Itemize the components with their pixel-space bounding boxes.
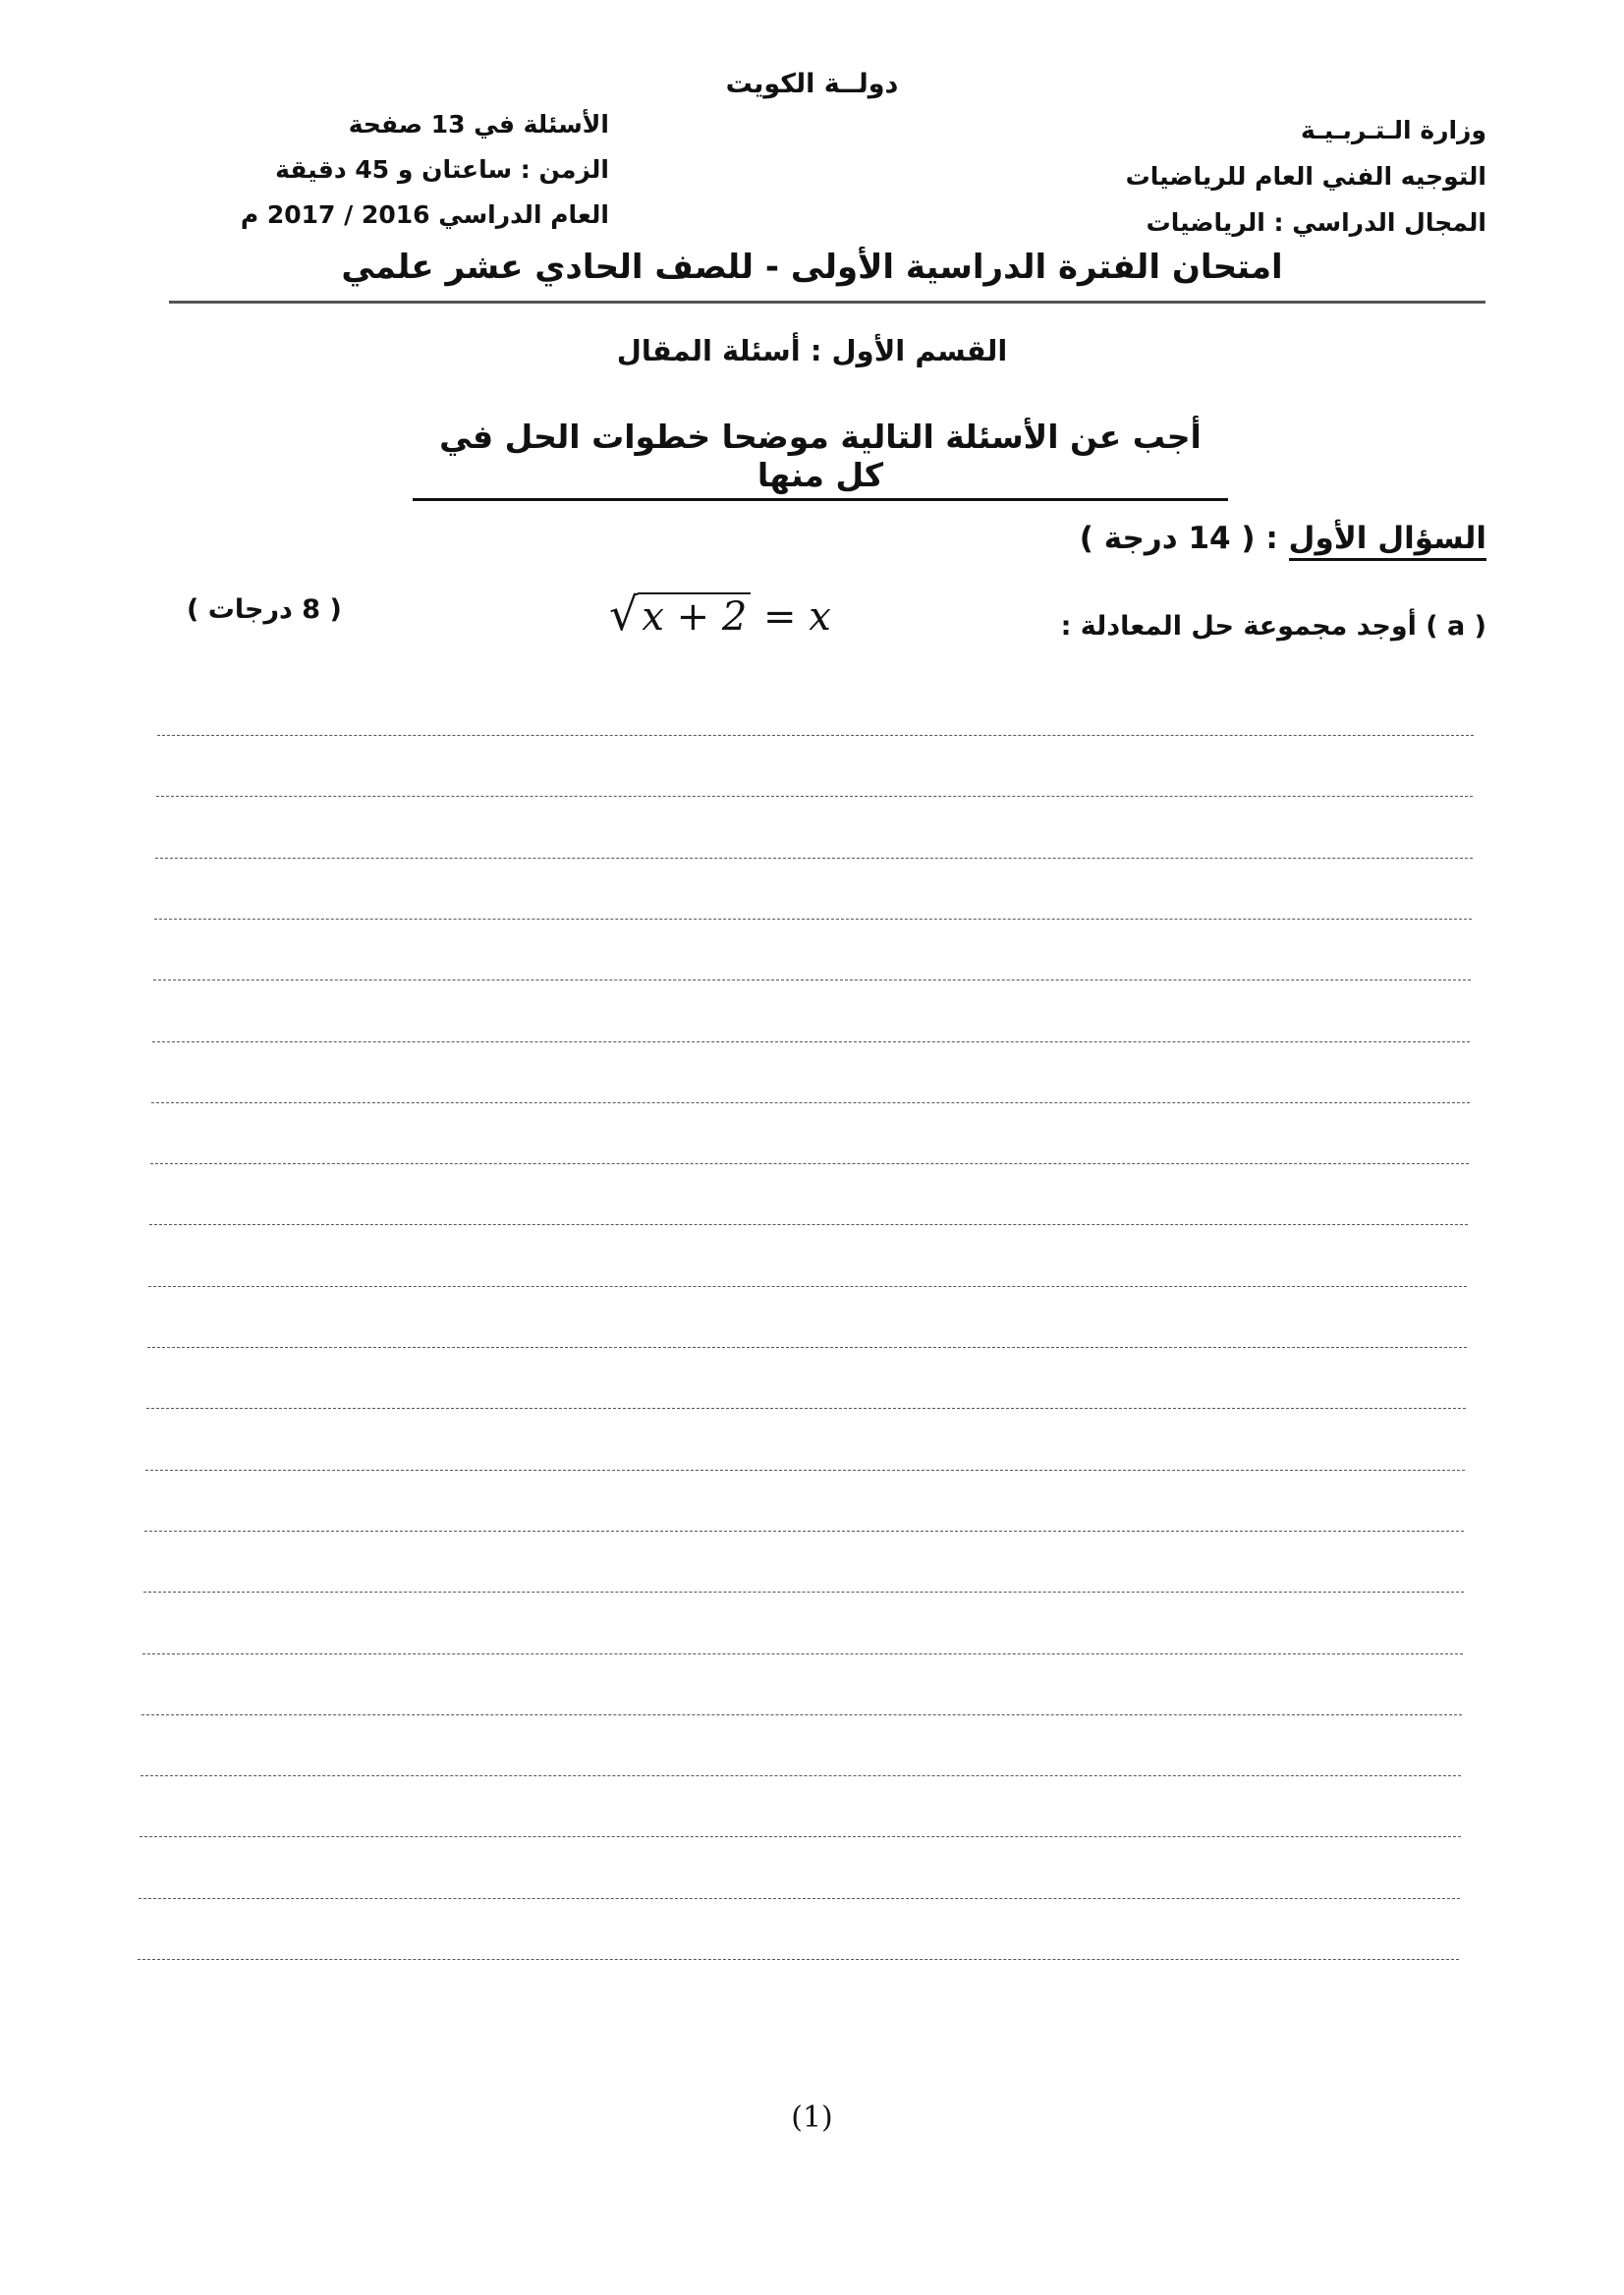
answer-line [155,858,1473,859]
section-title: القسم الأول : أسئلة المقال [616,334,1008,367]
question-1-heading [1080,521,1486,556]
exam-title: امتحان الفترة الدراسية الأولى - للصف الحادي عشر علمي [341,248,1283,287]
answer-line [142,1653,1463,1654]
equation-rhs: = x [762,594,831,640]
answer-line [143,1592,1464,1593]
answer-line [150,1163,1469,1164]
answer-line [138,1959,1459,1960]
answer-line [145,1470,1465,1471]
department-name: التوجيه الفني العام للرياضيات [1125,162,1486,191]
instruction-block [413,418,1228,501]
answer-line [146,1408,1466,1409]
page-number: (1) [791,2100,833,2135]
exam-duration: الزمن : ساعتان و 45 دقيقة [275,155,609,184]
part-a-prompt: ( a ) أوجد مجموعة حل المعادلة : [1060,611,1486,642]
country-name: دولــة الكويت [725,69,899,99]
question-1-separator: : [1255,521,1289,556]
answer-line [148,1286,1467,1287]
instruction-text: أجب عن الأسئلة التالية موضحا خطوات الحل في كل منها [413,418,1228,501]
answer-line [151,1102,1470,1103]
academic-year: العام الدراسي 2016 / 2017 م [240,200,609,229]
answer-line [139,1898,1460,1899]
part-a-points: ( 8 درجات ) [187,594,342,625]
equation [609,588,831,641]
answer-line [144,1531,1464,1532]
pages-count: الأسئلة في 13 صفحة [348,110,609,139]
answer-line [140,1836,1461,1837]
answer-line [149,1224,1468,1225]
subject-field: المجال الدراسي : الرياضيات [1146,208,1486,237]
answer-line [154,919,1472,920]
answer-line [141,1714,1462,1715]
ministry-name: وزارة الـتـربـيـة [1300,116,1486,144]
equation-radicand: x + 2 [638,592,751,640]
radical-symbol: √ [609,588,639,641]
answer-line [156,796,1473,797]
question-1-label: السؤال الأول [1289,521,1486,561]
question-1-points: ( 14 درجة ) [1079,521,1256,556]
answer-line [152,1041,1470,1042]
answer-line [157,735,1474,736]
header-divider [169,301,1485,304]
answer-line [140,1775,1461,1776]
answer-line [147,1347,1467,1348]
